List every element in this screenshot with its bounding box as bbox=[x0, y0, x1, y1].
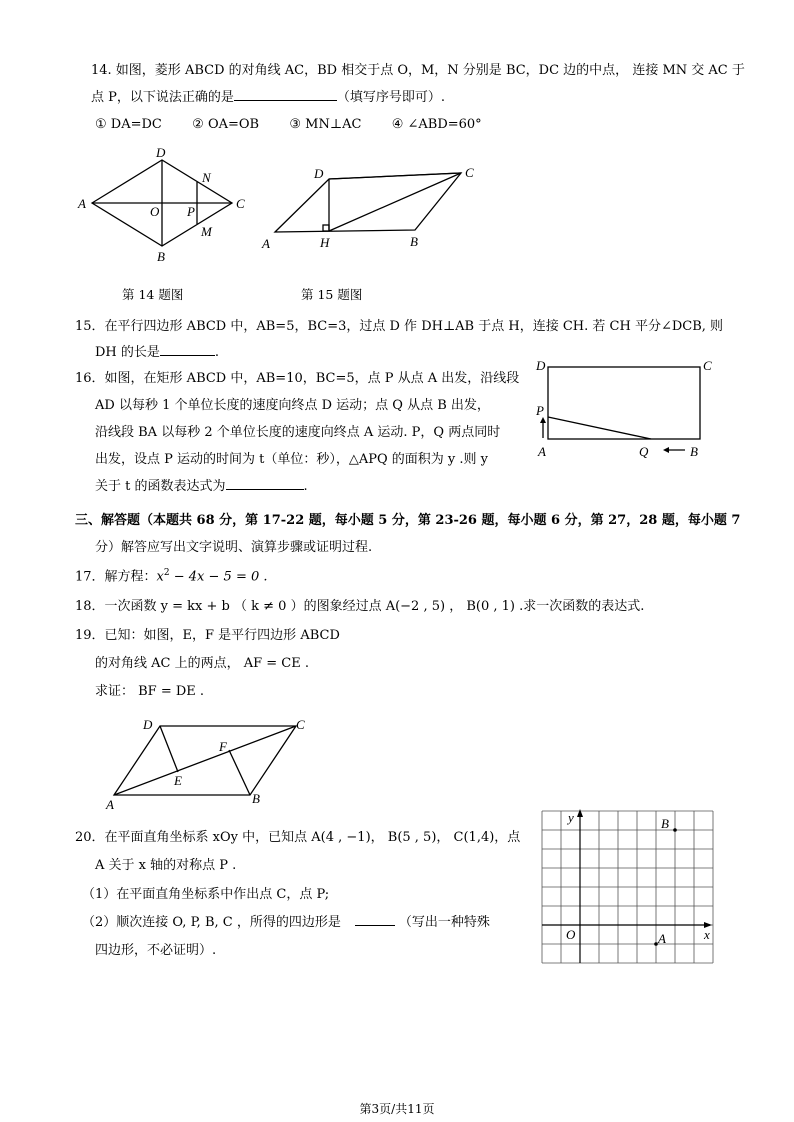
q17-eq-rest: − 4x − 5 = 0 . bbox=[169, 569, 268, 585]
q14-options bbox=[95, 118, 482, 131]
label-e: E bbox=[174, 773, 182, 788]
q14-rhombus-figure bbox=[76, 148, 256, 263]
q20-line4 bbox=[82, 916, 490, 929]
q14-line1: 14. 如图，菱形 ABCD 的对角线 AC，BD 相交于点 O，M，N 分别是 BC，DC 边的中点， 连接 MN 交 AC 于 bbox=[91, 63, 745, 78]
section3-heading-line2: 分）解答应写出文字说明、演算步骤或证明过程. bbox=[95, 540, 373, 555]
q18-line: 18．一次函数 y = kx + b （ k ≠ 0 ）的图象经过点 A(−2 , 5) ， B(0 , 1) .求一次函数的表达式. bbox=[75, 599, 645, 614]
q14-line2-text: 点 P，以下说法正确的是 bbox=[91, 90, 234, 105]
right-angle-mark bbox=[323, 225, 329, 231]
label-o: O bbox=[150, 204, 160, 219]
label-a: A bbox=[658, 931, 666, 946]
label-o: O bbox=[566, 927, 576, 942]
segment-dc bbox=[329, 173, 461, 179]
q20-line5: 四边形，不必证明）. bbox=[95, 943, 217, 958]
rectangle-outline bbox=[548, 367, 700, 439]
label-q: Q bbox=[639, 444, 649, 459]
label-b: B bbox=[410, 234, 418, 249]
q16-line2: AD 以每秒 1 个单位长度的速度向终点 D 运动；点 Q 从点 B 出发， bbox=[95, 398, 490, 413]
label-x: x bbox=[704, 927, 710, 942]
q15-line2 bbox=[95, 346, 219, 359]
q14-option-1: ① DA=DC bbox=[95, 117, 162, 132]
segment-ch bbox=[329, 173, 461, 231]
q19-parallelogram-figure bbox=[100, 712, 320, 812]
q14-line2 bbox=[91, 91, 445, 104]
label-n: N bbox=[202, 170, 211, 185]
q14-line2-tail: （填写序号即可）. bbox=[336, 90, 446, 105]
q15-answer-blank[interactable] bbox=[160, 355, 215, 356]
label-f: F bbox=[219, 739, 227, 754]
q16-line5 bbox=[95, 480, 308, 493]
label-p: P bbox=[187, 204, 195, 219]
q20-line4-text: （2）顺次连接 O, P, B, C ，所得的四边形是 bbox=[82, 915, 341, 930]
q20-line2: A 关于 x 轴的对称点 P . bbox=[95, 858, 237, 873]
q17-line bbox=[75, 569, 268, 583]
label-b: B bbox=[252, 791, 260, 806]
parallelogram-outline bbox=[275, 173, 461, 232]
label-y: y bbox=[568, 810, 574, 825]
q20-coordinate-grid bbox=[540, 805, 720, 965]
segment-pq bbox=[548, 417, 651, 439]
q20-line4-tail: （写出一种特殊 bbox=[398, 915, 490, 930]
q16-line5-tail: . bbox=[303, 479, 308, 494]
page-number: 第3页/共11页 bbox=[359, 1102, 435, 1116]
label-c: C bbox=[296, 717, 305, 732]
q16-answer-blank[interactable] bbox=[226, 489, 304, 490]
q14-option-2: ② OA=OB bbox=[192, 117, 260, 132]
label-b: B bbox=[661, 816, 669, 831]
label-m: M bbox=[201, 224, 212, 239]
q16-line4: 出发，设点 P 运动的时间为 t（单位：秒），△APQ 的面积为 y .则 y bbox=[95, 452, 489, 467]
q14-option-3: ③ MN⊥AC bbox=[289, 117, 362, 132]
label-c: C bbox=[465, 165, 474, 180]
q14-option-4: ④ ∠ABD=60° bbox=[391, 117, 482, 132]
label-b: B bbox=[157, 249, 165, 263]
q20-line1: 20．在平面直角坐标系 xOy 中，已知点 A(4 , −1)， B(5 , 5)， C(1,4)，点 bbox=[75, 830, 521, 845]
label-d: D bbox=[536, 358, 546, 373]
q19-line3: 求证： BF = DE . bbox=[95, 684, 205, 699]
q15-caption: 第 15 题图 bbox=[301, 287, 363, 302]
label-d: D bbox=[156, 148, 166, 160]
q17-eq-sup: 2 bbox=[163, 568, 170, 578]
label-a: A bbox=[538, 444, 546, 459]
label-d: D bbox=[143, 717, 153, 732]
q17-eq-x: x bbox=[156, 569, 164, 585]
label-p: P bbox=[536, 403, 544, 418]
label-c: C bbox=[236, 196, 245, 211]
q16-line3: 沿线段 BA 以每秒 2 个单位长度的速度向终点 A 运动. P，Q 两点同时 bbox=[95, 425, 501, 440]
q20-line3: （1）在平面直角坐标系中作出点 C，点 P; bbox=[82, 887, 330, 902]
label-d: D bbox=[314, 166, 324, 181]
q19-line1: 19．已知：如图，E，F 是平行四边形 ABCD bbox=[75, 628, 340, 643]
q14-caption: 第 14 题图 bbox=[122, 287, 184, 302]
q15-line1: 15．在平行四边形 ABCD 中，AB=5，BC=3，过点 D 作 DH⊥AB 于点 H，连接 CH. 若 CH 平分∠DCB, 则 bbox=[75, 319, 724, 334]
label-c: C bbox=[703, 358, 712, 373]
label-a: A bbox=[262, 236, 270, 251]
q17-prefix: 17．解方程： bbox=[75, 569, 157, 585]
segment-de bbox=[160, 726, 178, 772]
q15-line2-tail: . bbox=[214, 345, 220, 360]
y-axis-arrow-icon bbox=[577, 809, 583, 817]
diagonal-ac bbox=[114, 726, 296, 795]
section3-heading-line1: 三、解答题（本题共 68 分，第 17-22 题，每小题 5 分，第 23-26 题，每小题 6 分，第 27，28 题，每小题 7 bbox=[75, 513, 741, 528]
label-h: H bbox=[320, 235, 330, 250]
point-b bbox=[673, 828, 677, 832]
q15-parallelogram-figure bbox=[258, 160, 483, 252]
arrow-left-icon bbox=[663, 447, 669, 453]
label-b: B bbox=[690, 444, 698, 459]
q14-answer-blank[interactable] bbox=[234, 100, 337, 101]
q16-line1: 16．如图，在矩形 ABCD 中，AB=10，BC=5，点 P 从点 A 出发，沿线段 bbox=[75, 371, 520, 386]
label-a: A bbox=[106, 797, 114, 812]
q15-line2-text: DH 的长是 bbox=[95, 345, 160, 360]
q16-rectangle-figure bbox=[530, 352, 720, 462]
q19-line2: 的对角线 AC 上的两点， AF = CE . bbox=[95, 656, 309, 671]
q16-line5-text: 关于 t 的函数表达式为 bbox=[95, 479, 226, 494]
label-a: A bbox=[78, 196, 86, 211]
q20-answer-blank[interactable] bbox=[355, 925, 395, 926]
segment-bf bbox=[229, 750, 250, 795]
